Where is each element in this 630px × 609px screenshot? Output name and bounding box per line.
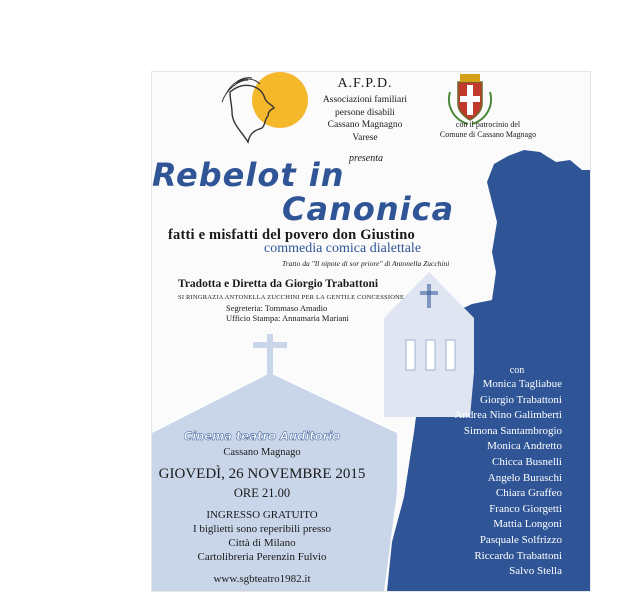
cast-member: Giorgio Trabattoni bbox=[479, 393, 562, 406]
venue-city: Cassano Magnago bbox=[223, 447, 301, 458]
cast-member: Chicca Busnelli bbox=[492, 455, 562, 468]
cast-member: Angelo Buraschi bbox=[487, 471, 562, 484]
presenta-label: presenta bbox=[348, 153, 384, 164]
cast-member: Andrea Nino Galimberti bbox=[454, 409, 562, 422]
cast-member: Simona Santambrogio bbox=[463, 424, 562, 437]
thanks-note: SI RINGRAZIA ANTONELLA ZUCCHINI PER LA GENTILE CONCESSIONE bbox=[178, 294, 405, 301]
subtitle: fatti e misfatti del povero don Giustino bbox=[168, 227, 415, 243]
patronage-text bbox=[428, 120, 548, 140]
sun-logo bbox=[252, 72, 308, 128]
cast-member: Monica Andretto bbox=[487, 440, 562, 453]
cast-member: Chiara Graffeo bbox=[495, 487, 562, 500]
ticket-info bbox=[152, 508, 372, 564]
info-line: INGRESSO GRATUITO bbox=[206, 509, 318, 521]
genre-label: commedia comica dialettale bbox=[264, 241, 422, 256]
cast-member: Monica Tagliabue bbox=[482, 378, 562, 390]
cast-member: Mattia Longoni bbox=[493, 518, 562, 531]
info-line: Cartolibreria Perenzin Fulvio bbox=[197, 551, 327, 563]
cast-member: Franco Giorgetti bbox=[489, 502, 562, 515]
org-desc-line: Associazioni familiari bbox=[322, 95, 408, 105]
title-line-2: Canonica bbox=[282, 190, 455, 228]
staff-credits bbox=[226, 303, 349, 323]
press-office-credit: Ufficio Stampa: Annamaria Mariani bbox=[226, 313, 349, 323]
cast-label: con bbox=[509, 365, 525, 376]
source-credit: Tratto da "Il nipote di sor priore" di Antonella Zucchini bbox=[282, 259, 450, 268]
venue-name: Cinema teatro Auditorio bbox=[183, 429, 341, 443]
org-desc-line: Cassano Magnagno bbox=[327, 120, 403, 130]
title-line-1: Rebelot in bbox=[152, 156, 345, 194]
director-credit: Tradotta e Diretta da Giorgio Trabattoni bbox=[178, 278, 379, 290]
cast-member: Pasquale Solfrizzo bbox=[479, 533, 562, 546]
org-description bbox=[304, 94, 426, 144]
org-desc-line: Varese bbox=[352, 132, 378, 143]
municipal-crest bbox=[449, 74, 491, 124]
info-line: I biglietti sono reperibili presso bbox=[192, 523, 332, 535]
patronage-line: Comune di Cassano Magnago bbox=[439, 130, 537, 139]
website-link[interactable]: www.sgbteatro1982.it bbox=[213, 573, 311, 585]
event-time: ORE 21.00 bbox=[233, 486, 291, 500]
org-name: A.F.P.D. bbox=[337, 76, 393, 91]
event-poster bbox=[152, 72, 590, 591]
org-desc-line: persone disabili bbox=[335, 107, 395, 118]
cast-member: Salvo Stella bbox=[509, 565, 562, 578]
event-date: GIOVEDÌ, 26 NOVEMBRE 2015 bbox=[158, 466, 366, 482]
cast-member: Riccardo Trabattoni bbox=[474, 549, 562, 562]
patronage-line: con il patrocinio del bbox=[455, 120, 521, 129]
secretary-credit: Segreteria: Tommaso Amadio bbox=[226, 303, 328, 313]
cast-list bbox=[414, 377, 562, 580]
info-line: Città di Milano bbox=[228, 537, 296, 549]
